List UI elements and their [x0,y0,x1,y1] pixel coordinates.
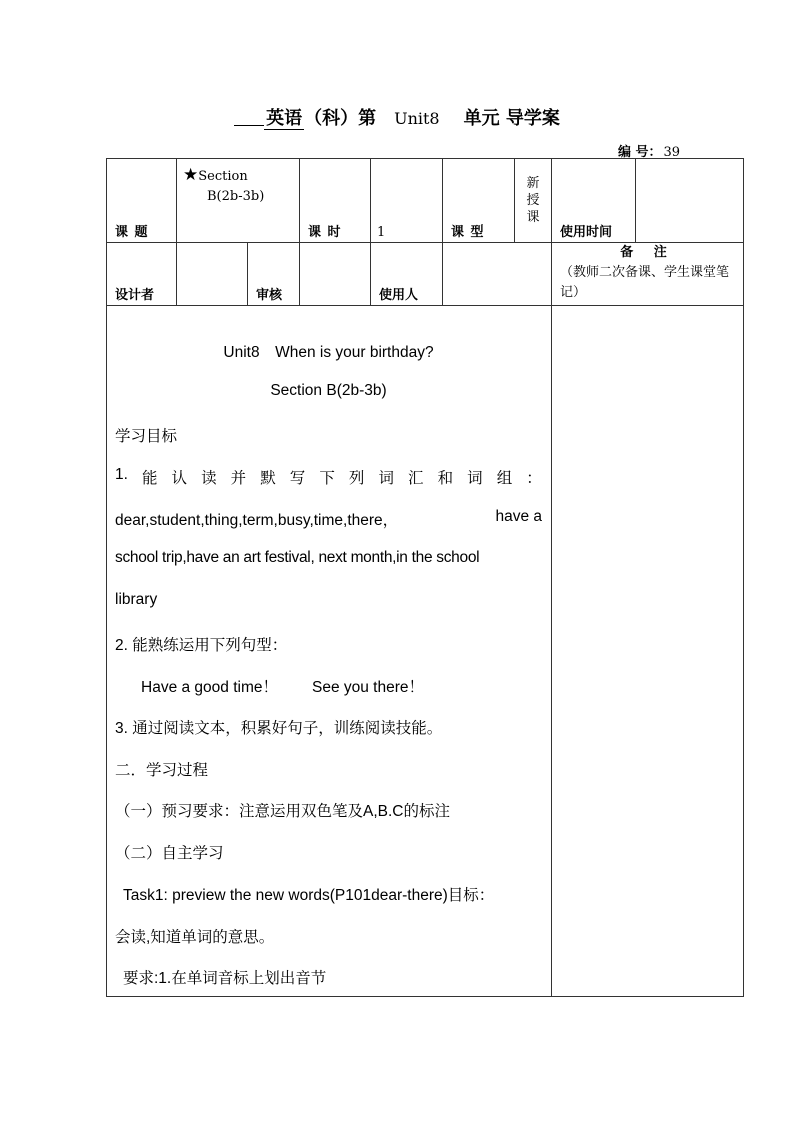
remarks-note: （教师二次备课、学生课堂笔记） [560,265,730,300]
goal-3: 3. 通过阅读文本，积累好句子，训练阅读技能。 [115,720,443,737]
content-body [107,306,551,996]
goal1-c10: 汇 [408,470,424,487]
goal1-c1: 能 [141,470,158,487]
remarks-header [552,243,744,306]
periods-value: 1 [371,159,443,243]
goal1-c9: 词 [378,470,394,487]
content-heading-2: Section B(2b-3b) [270,382,387,399]
goal1-words-line [115,508,542,530]
sentence-2: See you there！ [312,679,425,696]
main-content [107,306,552,997]
title-blank-line [234,109,264,126]
topic-label: 课 题 [107,159,177,243]
content-heading-1: Unit8 When is your birthday? [223,344,434,361]
topic-value [177,159,300,243]
goal1-line2: school trip,have an art festival, next month,in the school [115,549,480,566]
goals-title: 学习目标 [115,428,178,445]
step-1: （一）预习要求：注意运用双色笔及A,B.C的标注 [115,803,450,820]
info-row-1 [107,159,744,243]
goal1-c7: 下 [319,470,335,487]
info-row-2 [107,243,744,306]
notes-column [552,306,744,997]
topic-line2: B(2b-3b) [207,189,265,204]
goal1-line3: library [115,591,158,608]
goal1-c0: 1. [115,466,128,483]
goal1-words-b: have a [495,508,542,525]
user-label: 使用人 [371,243,443,306]
type-label: 课 型 [443,159,515,243]
goal1-c5: 默 [260,470,276,487]
goal1-c11: 和 [437,470,454,487]
content-row [107,306,744,997]
goal1-c3: 读 [201,470,217,487]
title-end: 单元 导学案 [463,108,560,129]
type-value [515,159,552,243]
serial-label: 编 号： [618,145,662,160]
title-subject: 英语 [266,108,303,129]
type-char-1: 新 [526,176,540,191]
goal1-c13: 组 [496,470,513,487]
process-title: 二．学习过程 [115,762,209,779]
goal1-c2: 认 [171,470,188,487]
goal-2: 2. 能熟练运用下列句型： [115,637,288,654]
document-title [0,104,794,130]
goal1-c12: 词 [467,470,483,487]
type-char-2: 授 [526,193,540,208]
goal1-c8: 列 [348,470,365,487]
designer-label: 设计者 [107,243,177,306]
star-icon: ★ [183,165,199,185]
step-2: （二）自主学习 [115,845,224,862]
reviewer-value [300,243,371,306]
user-value [443,243,552,306]
goal1-c6: 写 [289,470,306,487]
goal1-c4: 并 [230,470,247,487]
goal1-c14: ： [526,470,542,487]
task-1-cont: 会读,知道单词的意思。 [115,929,275,946]
title-mid: （科）第 [304,108,377,129]
task-1: Task1: preview the new words(P101dear-there)目标： [123,887,495,904]
lesson-plan-table [106,158,744,997]
reviewer-label: 审核 [248,243,300,306]
title-unit: Unit8 [394,109,440,128]
use-time-value [636,159,744,243]
topic-line1: Section [198,169,248,184]
serial-value: 39 [663,145,681,160]
type-char-3: 课 [526,210,540,225]
sentence-1: Have a good time！ [141,679,278,696]
goal1-words-a: dear,student,thing,term,busy,time,there， [115,512,399,529]
requirement-1: 要求:1.在单词音标上划出音节 [123,970,327,987]
goal-1 [115,466,542,488]
periods-label: 课 时 [300,159,371,243]
use-time-label: 使用时间 [552,159,636,243]
designer-value [177,243,248,306]
remarks-title: 备 注 [620,245,675,260]
